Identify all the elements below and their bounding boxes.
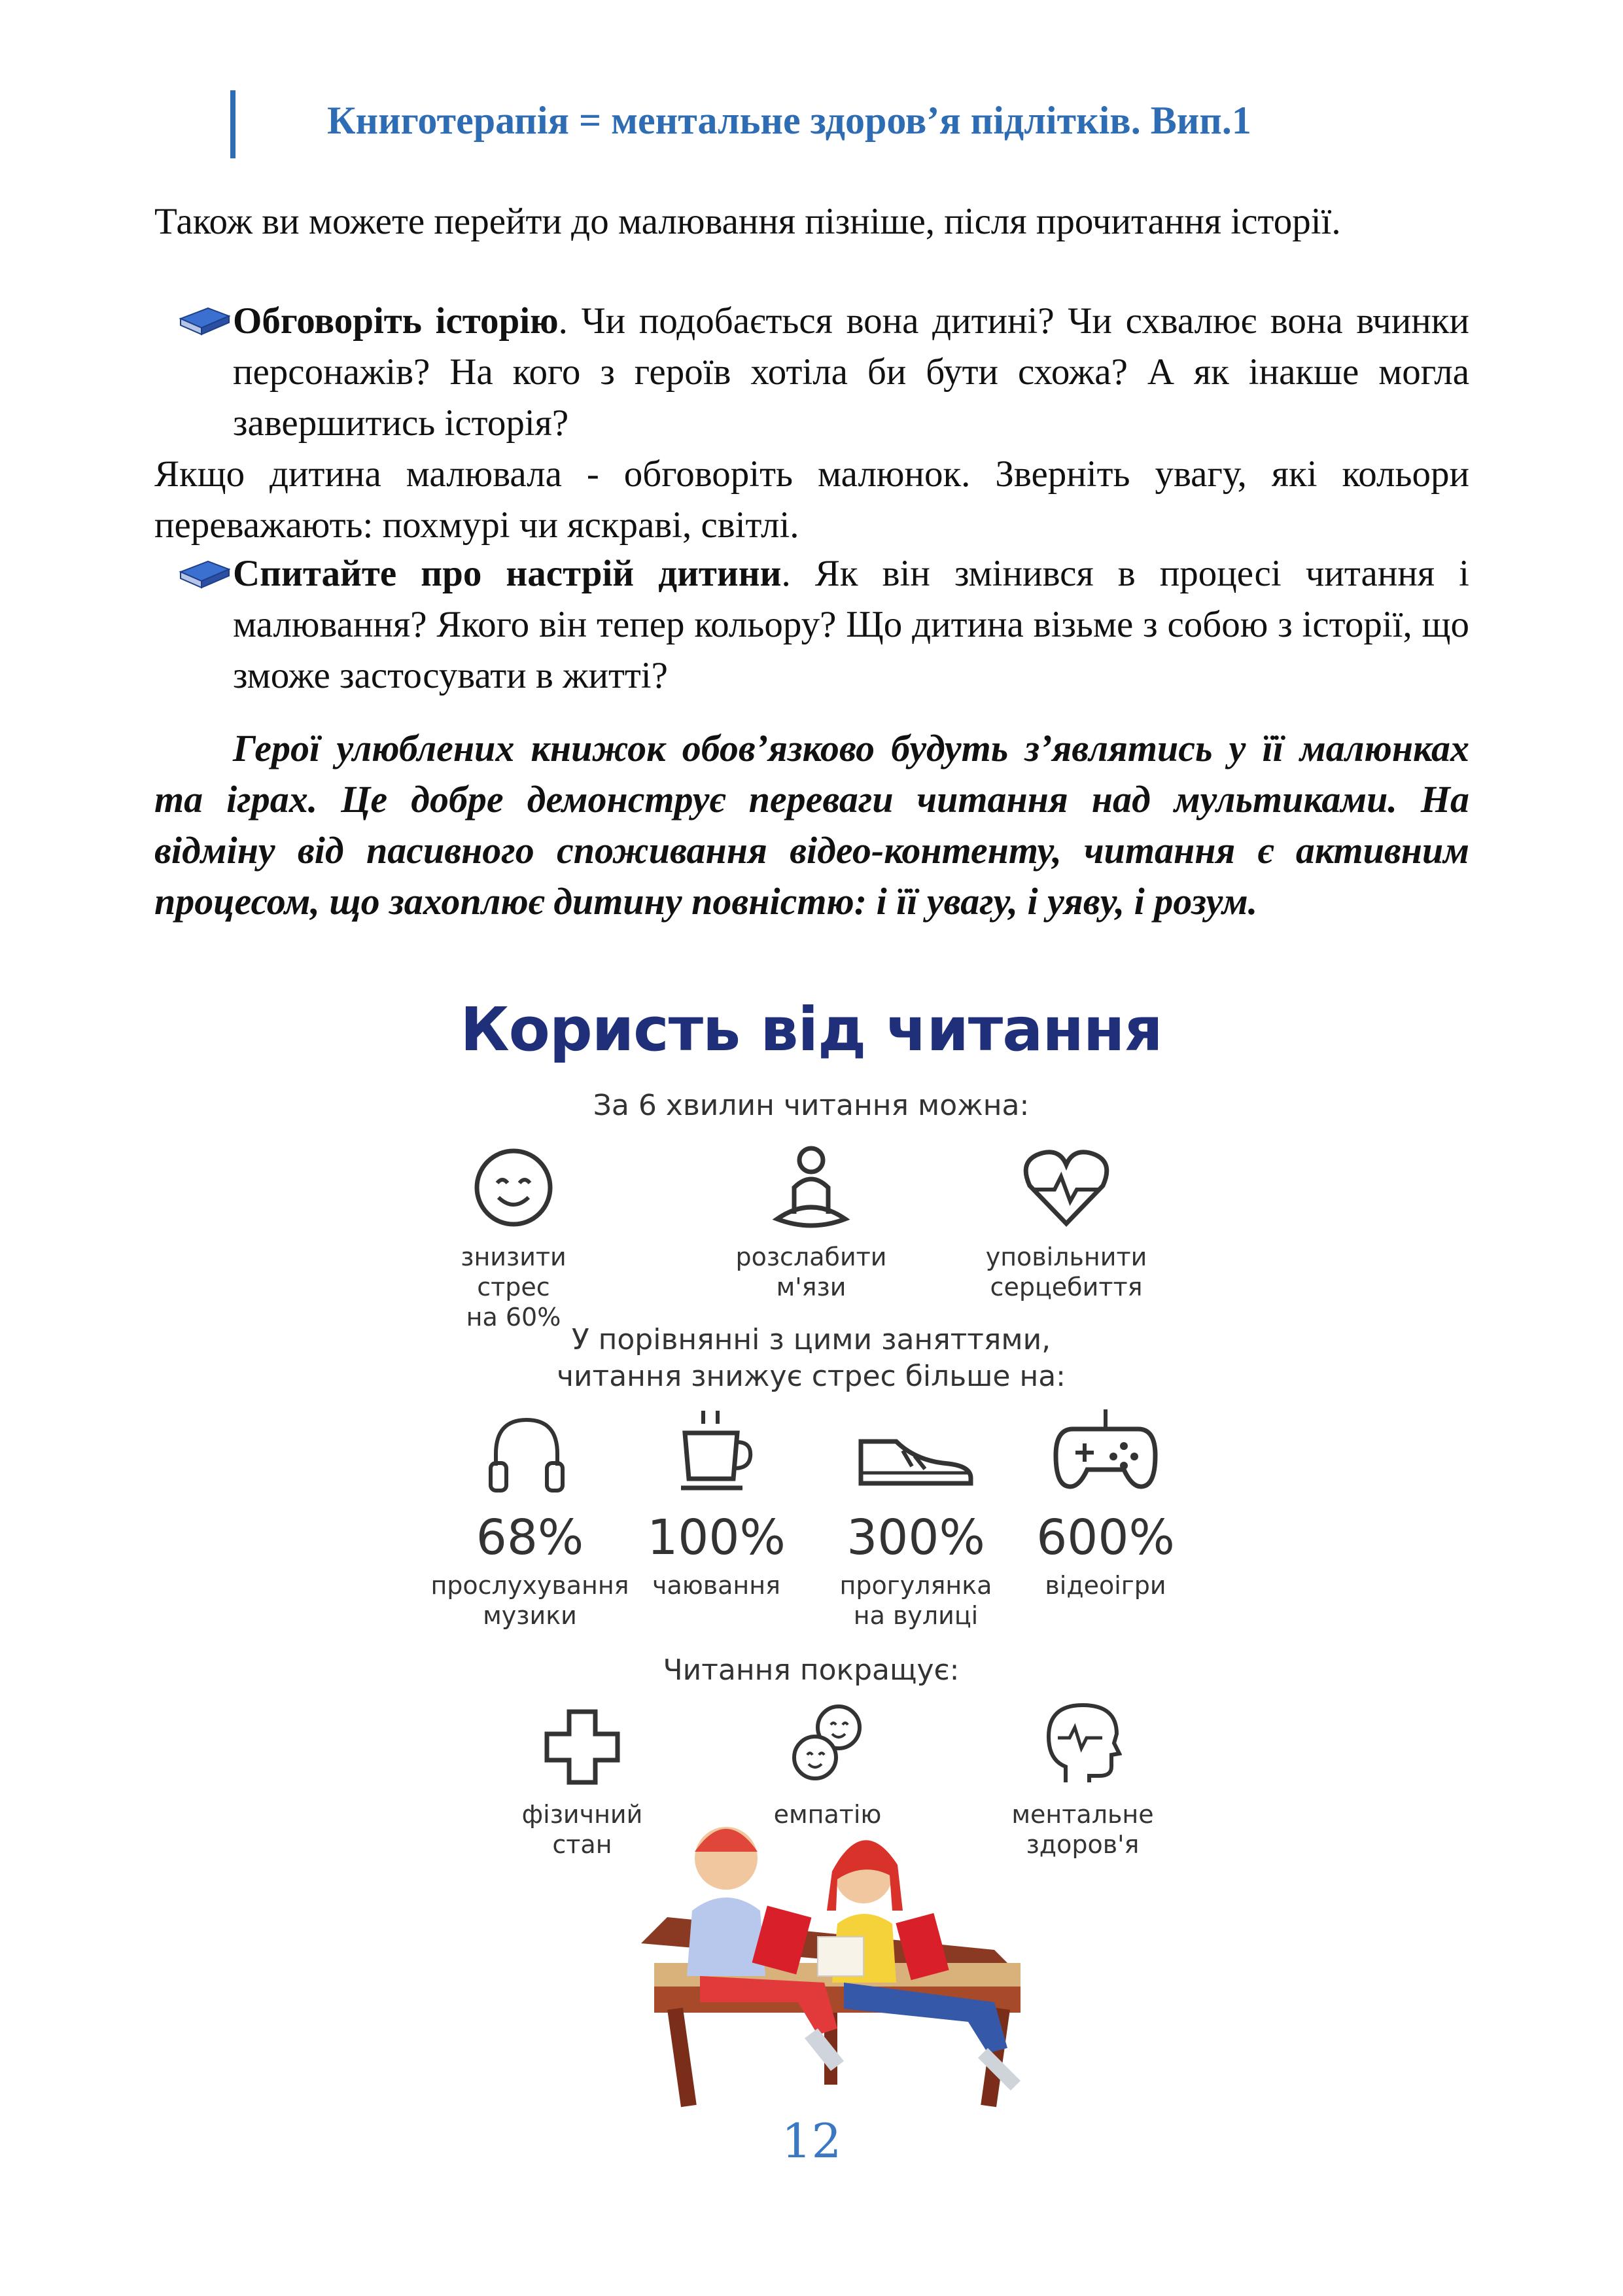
head-pulse-icon xyxy=(1043,1701,1122,1786)
bullet-ask-mood xyxy=(233,548,1469,701)
percent-tea: 100% xyxy=(647,1510,786,1566)
improves-caption-line: фізичний xyxy=(521,1800,643,1829)
infographic-subtitle-six-minutes: За 6 хвилин читання можна: xyxy=(593,1089,1030,1122)
comparison-caption-line: прослухування xyxy=(430,1571,629,1600)
running-header: Книготерапія = ментальне здоров’я підлітків. Вип.1 xyxy=(327,99,1251,142)
infographic-subtitle-improves: Читання покращує: xyxy=(663,1653,960,1687)
page-number: 12 xyxy=(781,2113,842,2168)
comparison-caption-line: відеоігри xyxy=(1045,1571,1166,1600)
comparison-caption xyxy=(831,1570,1001,1631)
smiley-icon xyxy=(471,1145,556,1230)
subtitle-line: У порівнянні з цими заняттями, xyxy=(571,1323,1051,1356)
comparison-caption xyxy=(425,1570,635,1631)
comparison-caption-line: прогулянка xyxy=(839,1571,992,1600)
paragraph-draw-later: Також ви можете перейти до малювання пізніше, після прочитання історії. xyxy=(154,201,1341,242)
coffee-cup-icon xyxy=(677,1407,756,1495)
bullet-ask-mood-bold: Спитайте про настрій дитини xyxy=(233,553,782,594)
reading-benefits-infographic xyxy=(432,995,1191,2100)
bullet-discuss-story-text: . Чи подобається вона дитині? Чи схвалює вона вчинки персонажів? На кого з героїв хотіла би бути схожа? А як інакше могла завершитись історія? xyxy=(233,300,1469,444)
benefit-caption xyxy=(729,1242,893,1302)
benefit-caption-line: знизити стрес xyxy=(461,1243,567,1301)
medical-cross-icon xyxy=(543,1708,621,1786)
percent-walk: 300% xyxy=(846,1510,985,1566)
improves-caption-line: емпатію xyxy=(773,1800,882,1829)
sneaker-icon xyxy=(857,1430,975,1489)
benefit-caption xyxy=(985,1242,1148,1302)
improves-caption-line: здоров'я xyxy=(1026,1830,1140,1859)
teens-reading-illustration xyxy=(628,1812,1034,2113)
italic-paragraph xyxy=(154,723,1469,927)
headphones-icon xyxy=(484,1413,569,1495)
meditation-icon xyxy=(765,1142,857,1233)
improves-caption-line: стан xyxy=(552,1830,612,1859)
infographic-title: Користь від читання xyxy=(460,995,1162,1065)
benefit-caption-line: уповільнити xyxy=(985,1243,1147,1271)
infographic-subtitle-comparison xyxy=(432,1322,1191,1395)
benefit-caption-line: м'язи xyxy=(776,1273,846,1301)
benefit-caption-line: на 60% xyxy=(466,1303,561,1332)
heart-pulse-icon xyxy=(1021,1146,1112,1228)
benefit-caption-line: серцебиття xyxy=(990,1273,1143,1301)
percent-games: 600% xyxy=(1036,1510,1175,1566)
bullet-ask-mood-text: . Як він змінився в процесі читання і малювання? Якого він тепер кольору? Що дитина візьме з собою з історії, що зможе застосувати в житті? xyxy=(233,553,1470,696)
book-bullet-icon xyxy=(178,557,232,590)
gamepad-icon xyxy=(1053,1407,1158,1495)
benefit-caption xyxy=(432,1242,595,1332)
comparison-caption-line: музики xyxy=(483,1601,577,1630)
comparison-caption-line: чаювання xyxy=(652,1571,780,1600)
comparison-caption-line: на вулиці xyxy=(853,1601,979,1630)
percent-music: 68% xyxy=(476,1510,584,1566)
bullet-discuss-story-bold: Обговоріть історію xyxy=(233,300,559,342)
comparison-caption xyxy=(631,1570,801,1600)
italic-paragraph-text: Герої улюблених книжок обов’язково будуть з’являтись у її малюнках та іграх. Це добре демонструє переваги читання над мультиками. На відміну від пасивного споживання відео-контенту, читання є активним процесом, що захоплює дитину повністю: і її увагу, і уяву, і розум. xyxy=(154,727,1469,923)
benefit-caption-line: розслабити xyxy=(735,1243,887,1271)
comparison-caption xyxy=(1021,1570,1191,1600)
subtitle-line: читання знижує стрес більше на: xyxy=(556,1360,1066,1393)
two-smileys-icon xyxy=(785,1701,870,1786)
improves-caption-line: ментальне xyxy=(1011,1800,1154,1829)
paragraph-discuss-drawing: Якщо дитина малювала - обговоріть малюнок. Зверніть увагу, які кольори переважають: похмурі чи яскраві, світлі. xyxy=(154,453,1469,546)
header-accent-bar xyxy=(230,90,236,158)
book-bullet-icon xyxy=(178,304,232,337)
bullet-discuss-story xyxy=(233,296,1469,449)
